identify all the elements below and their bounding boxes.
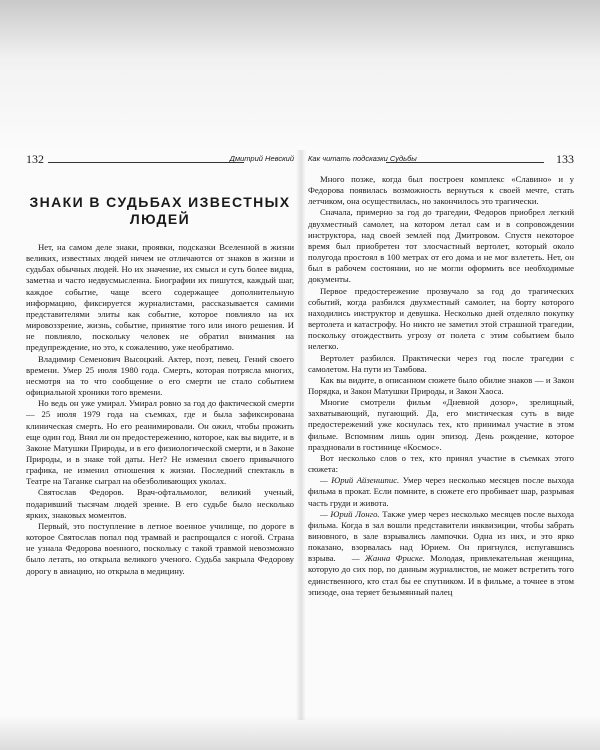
paragraph: Нет, на самом деле знаки, проявки, подсказки Вселенной в жизни великих, известных людей ничем не отличаются от знаков в жизни и судьбах обычных людей. Но их значение, их смысл и суть более видна, заметна и часто недвусмысленна. Биографии их пишутся, каждый шаг, каждое событие, чаще всего содержащее дополнительную информацию, фиксируется журналистами, рассказывается самими представителями элиты как событие, которое повлияло на их мировоззрение, жизнь, событие, принятие того или иного решения. И не повлияло, поскольку человек не обратил внимания на предупреждение, но это, к сожалению, уже необратимо. <box>26 242 294 353</box>
right-page-body <box>308 174 574 598</box>
paragraph: Как вы видите, в описанном сюжете было обилие знаков — и Закон Порядка, и Закон Матушки Природы, и Закон Хаоса. <box>308 374 574 396</box>
person-name: — Юрий Айзеншпис. <box>320 475 400 486</box>
right-page <box>308 152 574 712</box>
paragraph: Вертолет разбился. Практически через год после трагедии с самолетом. На пути из Тамбова. <box>308 352 574 374</box>
chapter-title: ЗНАКИ В СУДЬБАХ ИЗВЕСТНЫХ ЛЮДЕЙ <box>29 194 291 227</box>
paragraph-text: Также умер через несколько месяцев после выхода фильма. Когда в зал вошли представители инквизиции, чтобы забрать виновного, в зале взрывались лампочки. Одна из них, и это ярко показано, взорвалась над Юрием. Он пригнулся, испугавшись взрыва. <box>308 508 574 564</box>
left-page-header <box>26 152 294 166</box>
paragraph: Вот несколько слов о тех, кто принял участие в съемках этого сюжета: <box>308 452 574 475</box>
paragraph: Первое предостережение прозвучало за год до трагических событий, когда разбился двухместный самолет, на борту которого находились инструктор и девушка. Несколько дней отделяло покупку вертолета и катастрофу. Но никто не заметил этой страшной трагедии, поскольку отождествить угрозу от полета с этим событием было нелегко. <box>308 285 574 352</box>
paragraph: Владимир Семенович Высоцкий. Актер, поэт, певец. Гений своего времени. Умер 25 июля 1980 года. Смерть, которая потрясла многих, несмотря на то что сообщение о его смерти не стало событием официальной хроники того времени. <box>26 353 294 398</box>
left-page-number: 132 <box>26 152 44 166</box>
left-running-head: Дмитрий Невский <box>229 154 294 163</box>
paragraph: Много позже, когда был построен комплекс «Славино» и у Федорова появилась возможность вернуться к своей мечте, стать летчиком, она осуществилась, но закончилось это трагически. <box>308 174 574 207</box>
left-page-body <box>26 242 294 577</box>
right-running-head: Как читать подсказки Судьбы <box>308 154 417 163</box>
person-name: — Жанна Фриске. <box>351 553 425 564</box>
paragraph-text: Молодая, привлекательная женщина, которую до сих пор, по данным журналистов, не может встретить того единственного, кто стал бы ее спутником. И в фильме, а точнее в этом эпизоде, она теряет безымянный палец <box>308 553 574 597</box>
paragraph: Но ведь он уже умирал. Умирал ровно за год до фактической смерти — 25 июля 1979 года на съемках, где и была зафиксирована клиническая смерть. Но его реанимировали. Он ожил, чтобы прожить еще один год. Внял ли он предостережению, которое, как вы видите, и в Законе Матушки Природы, и в его физиологической смерти, и в Законе Природы, и в знаке той даты. Нет? Не изменил своего привычного графика, не изменил отношения к жизни. Последний спектакль в Театре на Таганке сыграл на обезболивающих уколах. <box>26 398 294 487</box>
person-name: — Юрий Лонго. <box>320 508 380 519</box>
paragraph <box>308 509 574 598</box>
paragraph <box>308 475 574 508</box>
page-shadow-bottom <box>0 715 600 750</box>
left-page <box>26 152 294 712</box>
paragraph: Многие смотрели фильм «Дневной дозор», зрелищный, захватывающий, пугающий. Да, его мистическая суть в виде предостережений уже коснулась тех, кто принимал участие в этом фильме. Вспомним лишь один эпизод. День рождение, которое праздновали в гостинице «Космос». <box>308 397 574 452</box>
paragraph: Святослав Федоров. Врач-офтальмолог, великий ученый, подаривший тысячам людей зрение. В его судьбе было несколько ярких, знаковых моментов. <box>26 487 294 520</box>
paragraph: Первый, это поступление в летное военное училище, по дороге в которое Святослав попал под трамвай и распрощался с ногой. Страна не узнала Федорова военного, поскольку с такой травмой невозможно было летать, но открыла великого ученого. Судьба закрыла Федорову дорогу в авиацию, но открыла в медицину. <box>26 520 294 576</box>
header-rule <box>48 162 244 163</box>
header-rule <box>386 162 544 163</box>
book-gutter <box>296 150 306 720</box>
paragraph: Сначала, примерно за год до трагедии, Федоров приобрел легкий двухместный самолет, на котором летал сам и в сопровождении инструктора, над своей землей под Дмитровом. Спустя некоторое время был приобретен тот злосчастный вертолет, который около полугода простоял в 100 метрах от его дома и не мог взлететь. Нет, он был в рабочем состоянии, но не могли оформить все необходимые документы. <box>308 207 574 285</box>
right-page-header <box>308 152 574 166</box>
right-page-number: 133 <box>556 152 574 166</box>
paragraph-text: Умер через несколько месяцев после выхода фильма в прокат. Если помните, в сюжете его пробивает шар, разрывая часть груди и живота. <box>308 475 574 508</box>
page-shadow-top <box>0 0 600 150</box>
